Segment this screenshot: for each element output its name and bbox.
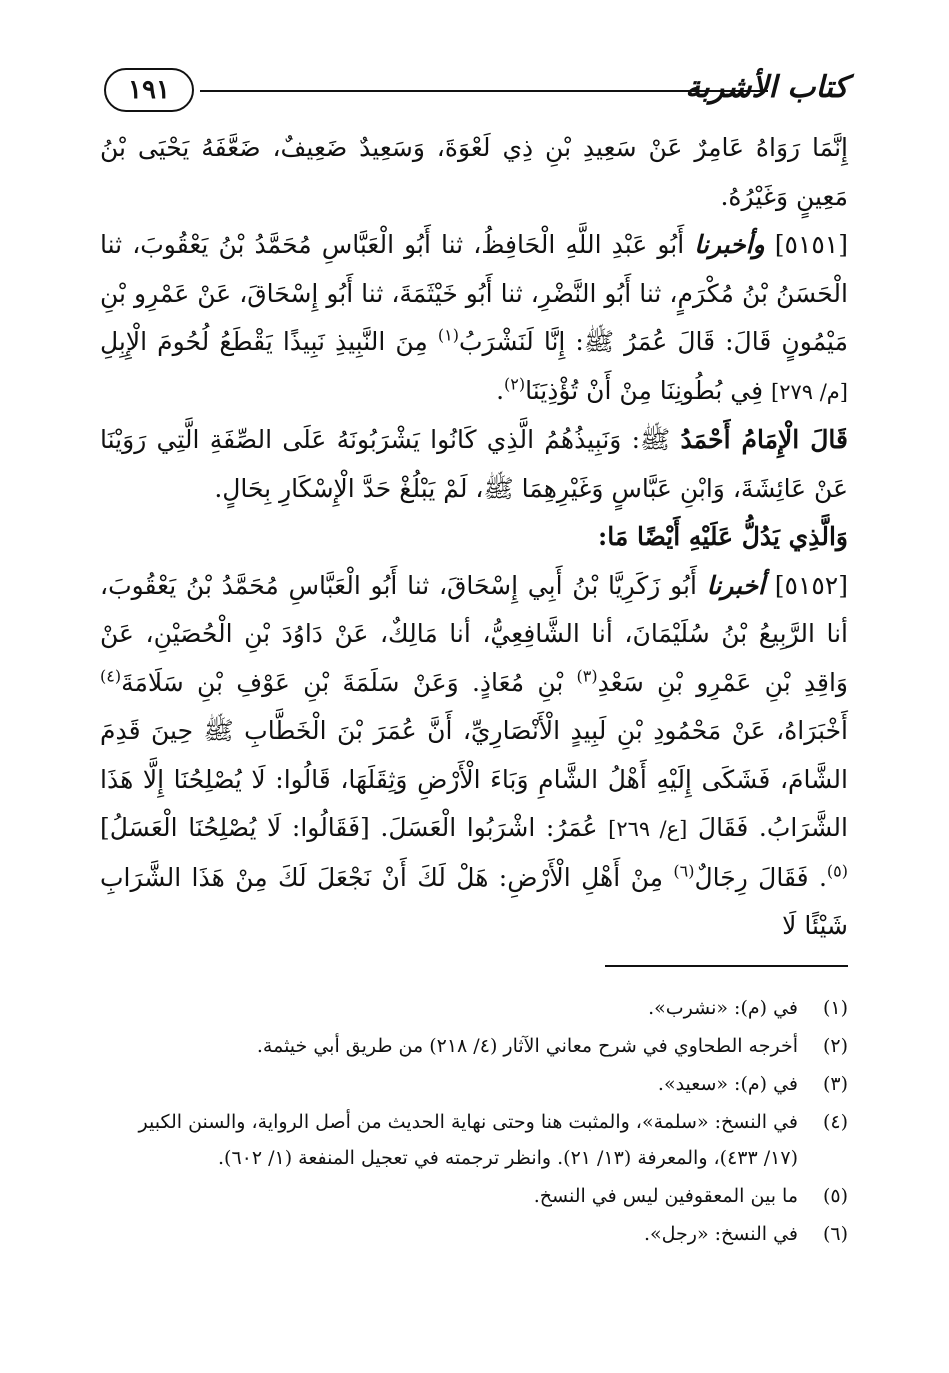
footnote-ref[interactable]: (٤): [100, 666, 122, 686]
hadith-text: أَبُو عَبْدِ اللَّهِ الْحَافِظُ، ثنا أَبُو الْعَبَّاسِ مُحَمَّدُ بْنُ يَعْقُوبَ، ثنا الْحَسَنُ بْنُ مُكْرَمٍ، ثنا أَبُو النَّضْرِ، ثنا أَبُو خَيْثَمَةَ، ثنا أَبُو إِسْحَاقَ، عَنْ عَمْرِو بْنِ مَيْمُونٍ قَالَ: قَالَ عُمَرُ ﷺ: إِنَّا لَنَشْرَبُ: [100, 230, 848, 356]
footnote-ref[interactable]: (٦): [673, 861, 695, 881]
page-number: ١٩١: [104, 68, 194, 112]
footnote: [100, 1104, 848, 1176]
main-text: [100, 124, 848, 951]
footnote-ref[interactable]: (٣): [576, 666, 598, 686]
paragraph-continuation: إِنَّمَا رَوَاهُ عَامِرٌ عَنْ سَعِيدِ بْنِ ذِي لَعْوَةَ، وَسَعِيدٌ ضَعِيفٌ، ضَعَّفَهُ يَحْيَى بْنُ مَعِينٍ وَغَيْرُهُ.: [100, 133, 848, 211]
footnote-number: (٤): [822, 1111, 848, 1133]
footnote-number: (٣): [822, 1073, 848, 1095]
hadith-text: أَخْبَرَاهُ، عَنْ مَحْمُودِ بْنِ لَبِيدٍ الْأَنْصَارِيِّ، أَنَّ عُمَرَ بْنَ الْخَطَّابِ ﷺ حِينَ قَدِمَ الشَّامَ، فَشَكَى إِلَيْهِ أَهْلُ الشَّامِ وَبَاءَ الْأَرْضِ وَثِقَلَهَا، قَالُوا: لَا يُصْلِحُنَا إِلَّا هَذَا الشَّرَابُ. فَقَالَ: [100, 716, 848, 842]
hadith-number: [٥١٥٢]: [774, 570, 848, 600]
footnote-text: في (م): «سعيد».: [657, 1073, 798, 1095]
footnote-text: أخرجه الطحاوي في شرح معاني الآثار (٤/ ٢١٨) من طريق أبي خيثمة.: [256, 1035, 798, 1057]
footnote-ref[interactable]: (٢): [504, 374, 526, 394]
hadith-text: . فَقَالَ رِجَالٌ: [694, 862, 827, 892]
hadith-5151: [100, 221, 848, 416]
footnotes: [100, 990, 848, 1254]
footnote-text: في النسخ: «رجل».: [643, 1223, 798, 1245]
book-title-logo: كتاب الأشربة: [685, 70, 848, 105]
imam-comment: [100, 416, 848, 513]
footnote: [100, 1066, 848, 1102]
footnote-number: (٥): [822, 1185, 848, 1207]
hadith-end: .: [496, 375, 505, 405]
header-rule: [200, 90, 768, 92]
hadith-number: [٥١٥١]: [774, 230, 848, 259]
footnote: [100, 990, 848, 1026]
footnote: [100, 1028, 848, 1064]
manuscript-marker: [ع/ ٢٦٩]: [608, 817, 688, 841]
hadith-text: مِنْ أَهْلِ الْأَرْضِ: هَلْ لَكَ أَنْ نَجْعَلَ لَكَ مِنْ هَذَا الشَّرَابِ شَيْئًا لَا: [100, 862, 848, 940]
footnote-text: ما بين المعقوفين ليس في النسخ.: [533, 1185, 798, 1207]
page-header: [100, 68, 848, 114]
manuscript-marker: [م/ ٢٧٩]: [771, 379, 848, 404]
footnote-number: (٦): [822, 1223, 848, 1245]
hadith-5152: [100, 562, 848, 951]
hadith-text: عُمَرُ: اشْرَبُوا الْعَسَلَ. [فَقَالُوا: لَا يُصْلِحُنَا الْعَسَلُ]: [100, 813, 598, 842]
hadith-text: مِنَ النَّبِيذِ نَبِيذًا يَقْطَعُ لُحُومَ الْإِبِلِ: [100, 327, 428, 356]
imam-lead: قَالَ الْإِمَامُ أَحْمَدُ: [680, 425, 848, 454]
footnote-text: في النسخ: «سلمة»، والمثبت هنا وحتى نهاية الحديث من أصل الرواية، والسنن الكبير (١٧/ ٤٣٣)، والمعرفة (١٣/ ٢١). وانظر ترجمته في تعجيل المنفعة (١/ ٦٠٢).: [138, 1111, 798, 1169]
hadith-text: فِي بُطُونِنَا مِنْ أَنْ تُؤْذِيَنَا: [525, 375, 764, 405]
hadith-text: بْنِ مُعَاذٍ. وَعَنْ سَلَمَةَ بْنِ عَوْفِ بْنِ سَلَامَةَ: [121, 667, 564, 697]
footnote-text: في (م): «نشرب».: [648, 997, 798, 1019]
footnote: [100, 1178, 848, 1214]
footnote-ref[interactable]: (١): [437, 325, 459, 345]
footnote-separator: [605, 965, 848, 967]
hadith-text: أَبُو زَكَرِيَّا بْنُ أَبِي إِسْحَاقَ، ثنا أَبُو الْعَبَّاسِ مُحَمَّدُ بْنُ يَعْقُوبَ، أنا الرَّبِيعُ بْنُ سُلَيْمَانَ، أنا الشَّافِعِيُّ، أنا مَالِكٌ، عَنْ دَاوُدَ بْنِ الْحُصَيْنِ، عَنْ وَاقِدِ بْنِ عَمْرِو بْنِ سَعْدِ: [100, 570, 848, 697]
narration-label: وأخبرنا: [694, 230, 765, 259]
imam-text: ﷺ: وَنَبِيذُهُمُ الَّذِي كَانُوا يَشْرَبُونَهُ عَلَى الصِّفَةِ الَّتِي رَوَيْنَا عَنْ عَائِشَةَ، وَابْنِ عَبَّاسٍ وَغَيْرِهِمَا ﷺ، لَمْ يَبْلُغْ حَدَّ الْإِسْكَارِ بِحَالٍ.: [100, 425, 848, 503]
footnote-number: (٢): [822, 1035, 848, 1057]
subheading: وَالَّذِي يَدُلُّ عَلَيْهِ أَيْضًا مَا:: [598, 522, 848, 551]
footnote-number: (١): [822, 997, 848, 1019]
footnote-ref[interactable]: (٥): [826, 861, 848, 881]
footnote: [100, 1216, 848, 1252]
narration-label: أخبرنا: [706, 570, 765, 600]
